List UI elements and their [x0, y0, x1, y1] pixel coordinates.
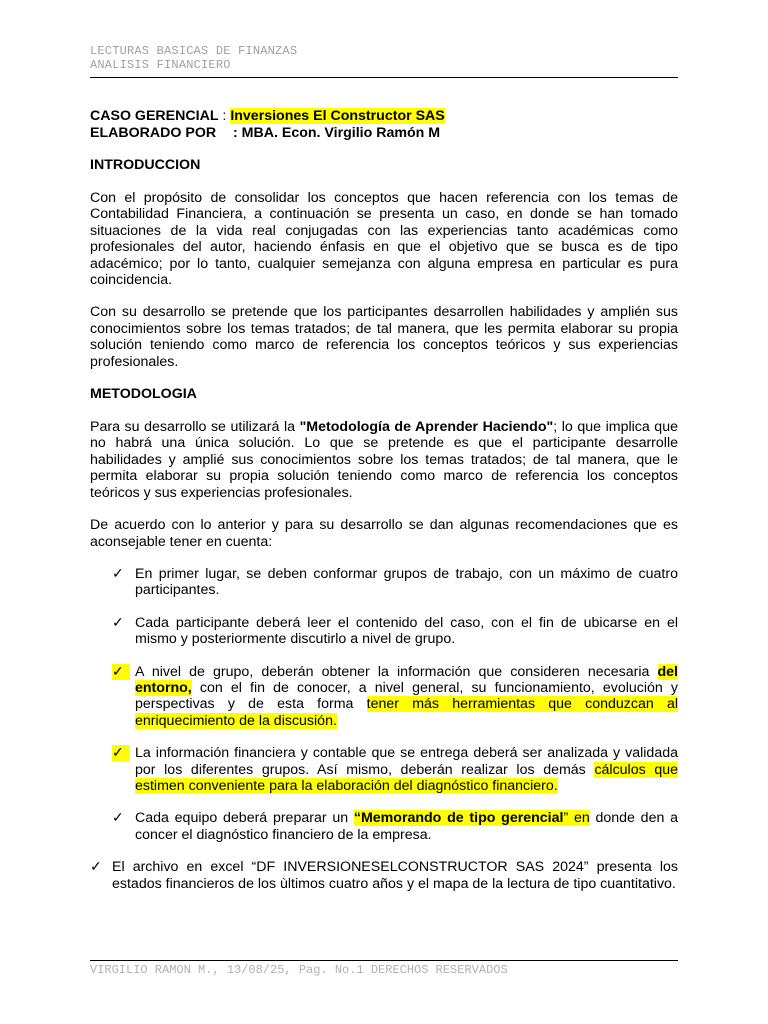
page-footer: VIRGILIO RAMON M., 13/08/25, Pag. No.1 DERECHOS RESERVADOS — [90, 963, 508, 977]
list-item — [90, 810, 678, 843]
method-heading: METODOLOGIA — [90, 386, 197, 403]
checkmark-icon: ✓ — [112, 810, 124, 827]
highlight-entorno: del entorno, — [135, 663, 678, 696]
list-item — [90, 745, 678, 794]
checkmark-icon: ✓ — [112, 745, 130, 761]
document-body — [90, 108, 678, 892]
case-line — [90, 108, 678, 125]
highlight-text: cálculos que estimen conveniente para la elaboración del diagnóstico financiero. — [135, 761, 679, 794]
list-item-text: Cada participante deberá leer el contenido del caso, con el fin de ubicarse en el mismo y posteriormente discutirlo a nivel de grupo. — [135, 614, 678, 648]
author-line — [90, 125, 678, 142]
list-item-text: La información financiera y contable que se entrega deberá ser analizada y validada por los diferentes grupos. Así mismo, deberán realizar los demás — [135, 745, 678, 778]
checkmark-icon: ✓ — [112, 565, 124, 582]
case-label: CASO GERENCIAL — [90, 108, 219, 124]
intro-paragraph-1: Con el propósito de consolidar los conceptos que hacen referencia con los temas de Contabilidad Financiera, a continuación se presenta un caso, en donde se han tomado situaciones de la vida real conjugadas con las experiencias tanto académicas como profesionales del autor, haciendo énfasis en que el objetivo que se busca es de tipo adacémico; por lo tanto, cualquier semejanza con alguna empresa en particular es pura coincidencia. — [90, 190, 678, 289]
excel-note-text: El archivo en excel “DF INVERSIONESELCONSTRUCTOR SAS 2024” presenta los estados financieros de los ùltimos cuatro años y el mapa de la lectura de tipo cuantitativo. — [112, 859, 678, 892]
method-paragraph-2: De acuerdo con lo anterior y para su desarrollo se dan algunas recomendaciones que es aconsejable tener en cuenta: — [90, 517, 678, 550]
checkmark-icon: ✓ — [112, 664, 130, 680]
method-p1-text-a: Para su desarrollo se utilizará la — [90, 419, 300, 436]
list-item-text: Cada equipo deberá preparar un — [135, 810, 354, 827]
header-line-1: LECTURAS BASICAS DE FINANZAS — [90, 44, 298, 58]
method-name: "Metodología de Aprender Haciendo" — [299, 419, 554, 436]
list-item-text: con el fin de conocer, a nivel general, su funcionamiento, evolución y perspectivas y de esta forma — [135, 679, 678, 713]
author-label: ELABORADO POR — [90, 125, 217, 141]
list-item-text: A nivel de grupo, deberán obtener la información que consideren necesaria — [135, 663, 658, 680]
highlight-memorando: “Memorando de tipo gerencial — [353, 810, 564, 827]
footer-rule — [90, 960, 678, 961]
case-value: Inversiones El Constructor SAS — [230, 108, 445, 124]
intro-heading: INTRODUCCION — [90, 157, 201, 173]
list-item-text: donde den a concer el diagnóstico financiero de la empresa. — [135, 810, 678, 843]
recommendation-list — [90, 566, 678, 843]
header-rule — [90, 77, 678, 78]
method-p1-text-c: ; lo que implica que no habrá una única solución. Lo que se pretende es que el participante desarrolle habilidades y amplié sus conocimientos sobre los temas tratados; de tal manera, que le permita elaborar su propia solución teniendo como marco de referencia los conceptos teóricos y sus experiencias profesionales. — [90, 419, 678, 501]
highlight-text: tener más herramientas que conduzcan al enriquecimiento de la discusión. — [135, 696, 679, 729]
header-line-2: ANALISIS FINANCIERO — [90, 58, 231, 72]
excel-note — [90, 859, 678, 892]
highlight-text: ” en — [563, 810, 590, 827]
list-item — [90, 664, 678, 730]
checkmark-icon: ✓ — [90, 859, 102, 876]
method-paragraph-1 — [90, 419, 678, 501]
list-item — [90, 566, 678, 599]
author-value: : MBA. Econ. Virgilio Ramón M — [233, 125, 441, 141]
list-item-text: En primer lugar, se deben conformar grupos de trabajo, con un máximo de cuatro participantes. — [135, 565, 678, 599]
page-header — [90, 44, 678, 72]
list-item — [90, 615, 678, 648]
case-separator: : — [218, 108, 231, 124]
checkmark-icon: ✓ — [112, 614, 124, 631]
intro-paragraph-2: Con su desarrollo se pretende que los participantes desarrollen habilidades y amplién sus conocimientos sobre los temas tratados; de tal manera, que les permita elaborar su propia solución teniendo como marco de referencia los conceptos teóricos y sus experiencias profesionales. — [90, 304, 678, 370]
